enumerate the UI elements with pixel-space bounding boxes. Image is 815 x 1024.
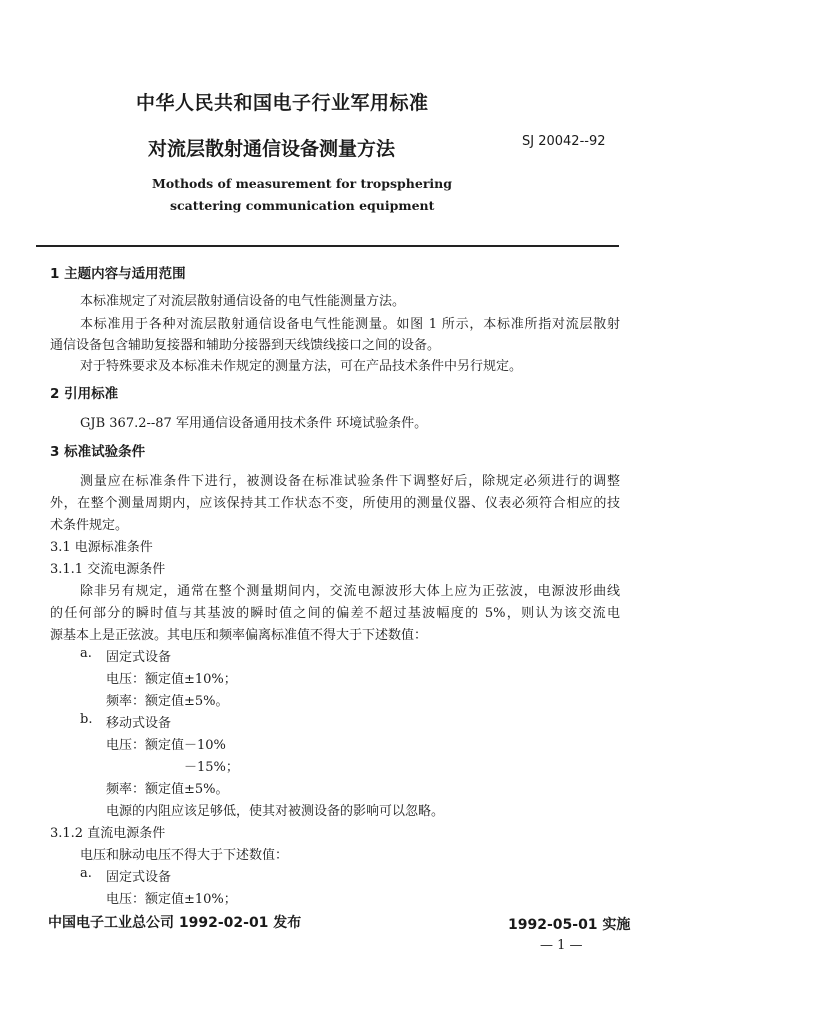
item-c-text: 固定式设备 [106, 870, 172, 885]
item-b-voltage-1: 电压：额定值－10% [106, 738, 226, 753]
section-1-para-2-line-2: 通信设备包含辅助复接器和辅助分接器到天线馈线接口之间的设备。 [50, 338, 441, 353]
item-b-voltage-2: －15%； [184, 760, 239, 775]
section-3-1-1-line-1: 除非另有规定，通常在整个测量期间内，交流电源波形大体上应为正弦波，电源波形曲线 [80, 584, 620, 599]
section-1-para-1: 本标准规定了对流层散射通信设备的电气性能测量方法。 [80, 294, 406, 309]
english-title-line1: Mothods of measurement for tropsphering [152, 176, 452, 191]
section-3-1-heading: 3.1 电源标准条件 [50, 540, 153, 555]
english-title-line2: scattering communication equipment [170, 198, 435, 213]
section-3-1-2-heading: 3.1.2 直流电源条件 [50, 826, 166, 841]
section-1-para-2-line-1: 本标准用于各种对流层散射通信设备电气性能测量。如图 1 所示，本标准所指对流层散射 [80, 317, 620, 332]
section-3-1-2-para: 电压和脉动电压不得大于下述数值： [80, 848, 289, 863]
item-a-voltage: 电压：额定值±10%； [106, 672, 237, 687]
item-a-text: 固定式设备 [106, 650, 172, 665]
section-1-para-3: 对于特殊要求及本标准未作规定的测量方法，可在产品技术条件中另行规定。 [80, 359, 523, 374]
item-b-frequency: 频率：额定值±5%。 [106, 782, 229, 797]
doc-title: 对流层散射通信设备测量方法 [148, 138, 396, 160]
section-3-1-1-line-3: 源基本上是正弦波。其电压和频率偏离标准值不得大于下述数值： [50, 628, 428, 643]
section-3-1-1-heading: 3.1.1 交流电源条件 [50, 562, 166, 577]
item-b-text: 移动式设备 [106, 716, 172, 731]
header-divider [36, 245, 619, 247]
section-1-heading: 1 主题内容与适用范围 [50, 266, 186, 282]
item-a-label: a. [80, 646, 92, 661]
item-b-label: b. [80, 712, 93, 727]
org-title: 中华人民共和国电子行业军用标准 [136, 92, 429, 114]
section-3-para-line-2: 外，在整个测量周期内，应该保持其工作状态不变，所使用的测量仪器、仪表必须符合相应的技 [50, 496, 620, 511]
page-number: — 1 — [540, 938, 583, 953]
issue-date: 中国电子工业总公司 1992-02-01 发布 [48, 915, 302, 931]
implement-date: 1992-05-01 实施 [508, 917, 631, 933]
standard-code: SJ 20042--92 [522, 134, 606, 149]
section-3-heading: 3 标准试验条件 [50, 444, 146, 460]
item-a-frequency: 频率：额定值±5%。 [106, 694, 229, 709]
item-c-voltage: 电压：额定值±10%； [106, 892, 237, 907]
section-3-para-line-3: 术条件规定。 [50, 518, 129, 533]
power-internal-resistance: 电源的内阻应该足够低，使其对被测设备的影响可以忽略。 [106, 804, 445, 819]
item-c-label: a. [80, 866, 92, 881]
section-2-para-1: GJB 367.2--87 军用通信设备通用技术条件 环境试验条件。 [80, 416, 428, 431]
section-3-1-1-line-2: 的任何部分的瞬时值与其基波的瞬时值之间的偏差不超过基波幅度的 5%，则认为该交流电 [50, 606, 620, 621]
section-3-para-line-1: 测量应在标准条件下进行，被测设备在标准试验条件下调整好后，除规定必须进行的调整 [80, 474, 620, 489]
section-2-heading: 2 引用标准 [50, 386, 119, 402]
